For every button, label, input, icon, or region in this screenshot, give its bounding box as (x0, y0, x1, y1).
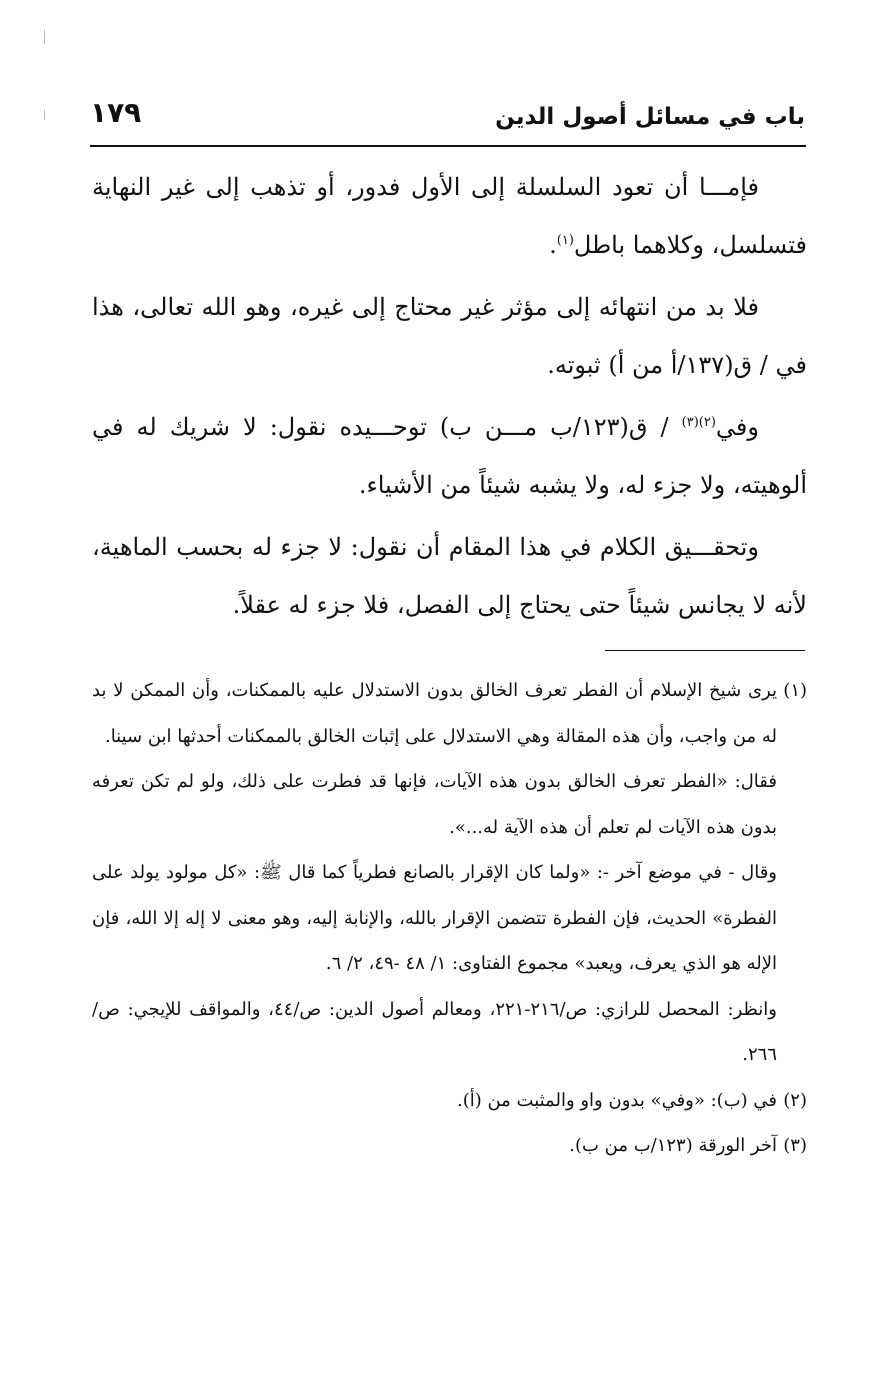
paragraph: فإمـــا أن تعود السلسلة إلى الأول فدور، أو تذهب إلى غير النهاية فتسلسل، وكلاهما باطل$^{(١)}$. (92, 173, 807, 259)
footnote-marker: (٣) (783, 1135, 807, 1156)
footnote-separator (605, 650, 805, 651)
footnote-ref: (٢)(٣) (681, 415, 716, 430)
footnote-3: (٣)آخر الورقة (١٢٣/ب من ب). (92, 1123, 807, 1169)
footnote-marker: (٢) (783, 1089, 807, 1111)
footnotes (92, 668, 807, 1169)
paragraph: فلا بد من انتهائه إلى مؤثر غير محتاج إلى غيره، وهو الله تعالى، هذا في / ق(١٣٧/أ من أ) ثبوته. (92, 293, 807, 379)
scan-mark (44, 110, 45, 120)
running-header (90, 96, 805, 142)
paragraph: وفي$^{(٢)(٣)}$ / ق(١٢٣/ب مـــن ب) توحـــيده نقول: لا شريك له في ألوهيته، ولا جزء له، ولا يشبه شيئاً من الأشياء. (92, 413, 807, 499)
header-rule (90, 145, 806, 147)
paragraph: وتحقـــيق الكلام في هذا المقام أن نقول: لا جزء له بحسب الماهية، لأنه لا يجانس شيئاً حتى يحتاج إلى الفصل، فلا جزء له عقلاً. (92, 533, 807, 619)
footnote-1: (١)يرى شيخ الإسلام أن الفطر تعرف الخالق بدون الاستدلال عليه بالممكنات، وأن الممكن لا بد له من واجب، وأن هذه المقالة وهي الاستدلال على إثبات الخالق بالممكنات أحدثها ابن سينا. فقال: «الفطر تعرف الخالق بدون هذه الآيات، فإنها قد فطرت على ذلك، ولو لم تكن تعرفه بدون هذه الآيات لم تعلم أن هذه الآية له...». وقال - في موضع آخر -: «ولما كان الإقرار بالصانع فطرياً كما قال ﷺ: «كل مولود يولد على الفطرة» الحديث، فإن الفطرة تتضمن الإقرار بالله، والإنابة إليه، وهو معنى لا إله إلا الله، فإن الإله هو الذي يعرف، ويعبد» مجموع الفتاوى: ١/ ٤٨ -٤٩، ٢/ ٦. وانظر: المحصل للرازي: ص/٢١٦-٢٢١، ومعالم أصول الدين: ص/٤٤، والمواقف للإيجي: ص/٢٦٦. (92, 668, 807, 1078)
footnote-ref: (١) (556, 233, 574, 248)
main-text (92, 158, 807, 638)
page-number: ١٧٩ (90, 96, 142, 129)
footnote-marker: (١) (783, 680, 808, 701)
footnote-2: (٢)في (ب): «وفي» بدون واو والمثبت من (أ). (92, 1078, 807, 1124)
scan-mark (44, 30, 45, 44)
chapter-title: باب في مسائل أصول الدين (495, 104, 805, 130)
